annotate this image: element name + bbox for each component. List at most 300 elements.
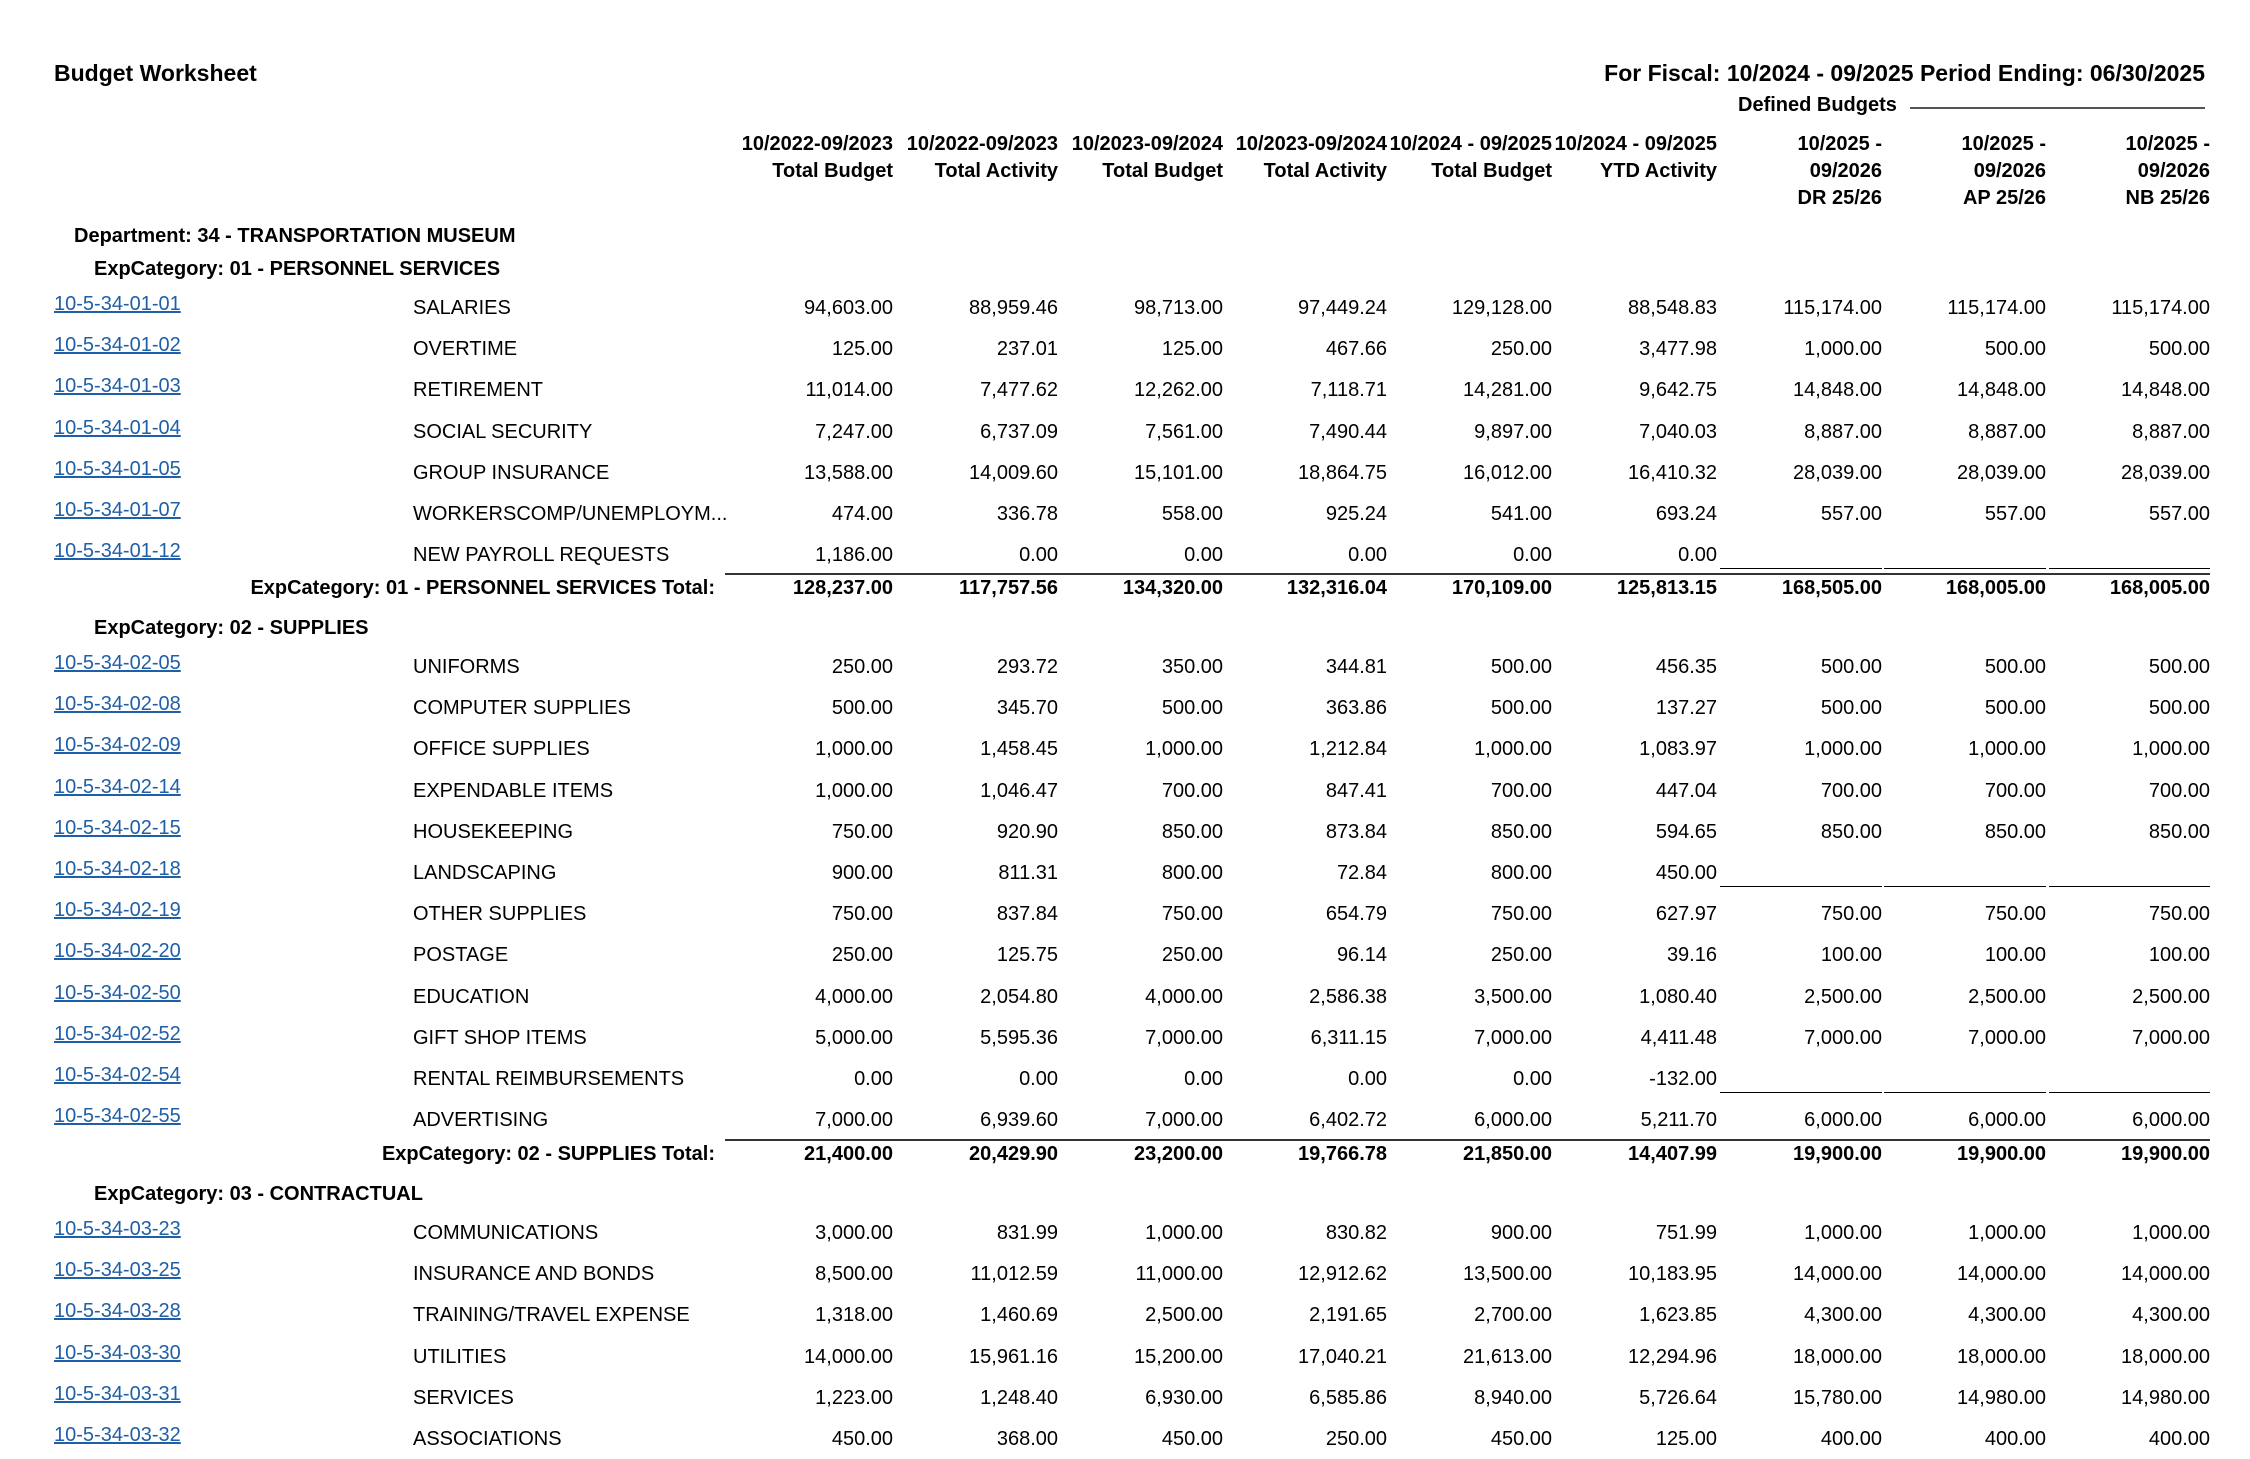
account-link[interactable]: 10-5-34-01-01 bbox=[54, 293, 181, 315]
amount-cell: 456.35 bbox=[1655, 656, 1717, 678]
line-item-description: ADVERTISING bbox=[413, 1109, 549, 1132]
amount-cell: 500.00 bbox=[1490, 697, 1552, 720]
amount-cell: 344.81 bbox=[1325, 656, 1387, 678]
amount-cell: 750.00 bbox=[831, 820, 893, 843]
table-row bbox=[0, 375, 2250, 405]
amount-cell: 500.00 bbox=[1820, 656, 1882, 678]
amount-cell: 1,000.00 bbox=[1804, 338, 1882, 361]
amount-cell: 14,848.00 bbox=[2121, 379, 2210, 402]
amount-cell: 6,000.00 bbox=[1474, 1109, 1552, 1132]
amount-cell: 8,940.00 bbox=[1474, 1386, 1552, 1409]
amount-cell: 14,980.00 bbox=[1957, 1386, 2046, 1409]
amount-cell: 250.00 bbox=[1161, 944, 1223, 967]
account-link[interactable]: 10-5-34-02-08 bbox=[54, 693, 181, 716]
amount-cell: 21,613.00 bbox=[1463, 1345, 1552, 1368]
amount-cell: 831.99 bbox=[996, 1222, 1058, 1244]
amount-cell: 474.00 bbox=[831, 503, 893, 525]
amount-cell: 115,174.00 bbox=[1947, 297, 2046, 319]
table-row bbox=[0, 457, 2250, 488]
amount-cell: 0.00 bbox=[1019, 544, 1058, 567]
amount-cell: 11,014.00 bbox=[805, 379, 893, 402]
amount-cell: 28,039.00 bbox=[2121, 461, 2210, 484]
amount-cell: 125.00 bbox=[1655, 1428, 1717, 1450]
category-heading: ExpCategory: 03 - CONTRACTUAL bbox=[94, 1183, 423, 1205]
column-header-line: 10/2024 - 09/2025 bbox=[1554, 133, 1717, 155]
amount-cell: 9,642.75 bbox=[1639, 379, 1717, 402]
amount-cell: 94,603.00 bbox=[804, 297, 893, 319]
amount-cell: 541.00 bbox=[1490, 503, 1552, 525]
column-header-line: Total Activity bbox=[934, 160, 1058, 182]
amount-cell: 0.00 bbox=[1184, 544, 1223, 567]
amount-cell: 2,700.00 bbox=[1474, 1304, 1552, 1327]
line-item-description: OVERTIME bbox=[413, 338, 518, 361]
table-row bbox=[0, 858, 2250, 888]
amount-cell: 1,000.00 bbox=[2132, 1222, 2210, 1244]
amount-cell: 98,713.00 bbox=[1134, 297, 1223, 319]
column-header-line: YTD Activity bbox=[1599, 160, 1717, 182]
line-item-description: RETIREMENT bbox=[413, 379, 543, 402]
amount-cell: 450.00 bbox=[831, 1428, 893, 1450]
amount-cell: 0.00 bbox=[854, 1068, 893, 1090]
amount-cell: 13,588.00 bbox=[804, 461, 893, 484]
total-rule bbox=[725, 573, 2210, 575]
blank-entry-line bbox=[1720, 568, 1882, 569]
amount-cell: 850.00 bbox=[1984, 820, 2046, 843]
column-header bbox=[1222, 131, 1387, 185]
amount-cell: 2,191.65 bbox=[1309, 1304, 1387, 1327]
column-header-line: AP 25/26 bbox=[1962, 187, 2046, 209]
amount-cell: 1,186.00 bbox=[815, 544, 893, 567]
amount-cell: 500.00 bbox=[1984, 697, 2046, 720]
amount-cell: 500.00 bbox=[831, 697, 893, 720]
amount-cell: 1,223.00 bbox=[815, 1386, 893, 1409]
account-link[interactable]: 10-5-34-02-05 bbox=[54, 652, 181, 674]
amount-cell: 1,000.00 bbox=[815, 779, 893, 802]
amount-cell: 500.00 bbox=[2148, 656, 2210, 678]
column-header-line: DR 25/26 bbox=[1797, 187, 1882, 209]
total-amount-cell: 117,757.56 bbox=[959, 577, 1058, 599]
column-header-line: 10/2023-09/2024 bbox=[1235, 133, 1387, 155]
line-item-description: EDUCATION bbox=[413, 985, 530, 1008]
amount-cell: 450.00 bbox=[1655, 862, 1717, 884]
column-header bbox=[1881, 131, 2046, 212]
amount-cell: 450.00 bbox=[1490, 1428, 1552, 1450]
total-amount-cell: 21,850.00 bbox=[1463, 1143, 1552, 1165]
account-link[interactable]: 10-5-34-02-50 bbox=[54, 981, 181, 1004]
amount-cell: 750.00 bbox=[2148, 903, 2210, 926]
column-header bbox=[892, 131, 1058, 185]
amount-cell: 4,300.00 bbox=[1968, 1304, 2046, 1327]
account-link[interactable]: 10-5-34-02-09 bbox=[54, 734, 181, 757]
amount-cell: 800.00 bbox=[1490, 862, 1552, 884]
total-amount-cell: 168,005.00 bbox=[2109, 577, 2210, 599]
amount-cell: -132.00 bbox=[1649, 1068, 1717, 1090]
amount-cell: 72.84 bbox=[1336, 862, 1387, 884]
account-link[interactable]: 10-5-34-02-55 bbox=[54, 1105, 181, 1128]
amount-cell: 1,000.00 bbox=[1968, 738, 2046, 761]
account-link[interactable]: 10-5-34-03-25 bbox=[54, 1259, 181, 1282]
fiscal-period-header: For Fiscal: 10/2024 - 09/2025 Period Ending: 06/30/2025 bbox=[1604, 60, 2205, 86]
amount-cell: 4,000.00 bbox=[815, 985, 893, 1008]
table-row bbox=[0, 540, 2250, 570]
amount-cell: 557.00 bbox=[2148, 503, 2210, 525]
total-amount-cell: 168,005.00 bbox=[1945, 577, 2046, 599]
department-heading: Department: 34 - TRANSPORTATION MUSEUM bbox=[74, 225, 516, 247]
amount-cell: 500.00 bbox=[1490, 656, 1552, 678]
amount-cell: 6,930.00 bbox=[1145, 1386, 1223, 1409]
amount-cell: 125.75 bbox=[996, 944, 1058, 967]
amount-cell: 0.00 bbox=[1184, 1068, 1223, 1090]
amount-cell: 336.78 bbox=[996, 503, 1058, 525]
report-title: Budget Worksheet bbox=[54, 60, 257, 86]
amount-cell: 750.00 bbox=[1161, 903, 1223, 926]
line-item-description: OTHER SUPPLIES bbox=[413, 903, 587, 926]
column-header-line: NB 25/26 bbox=[2125, 187, 2210, 209]
amount-cell: 1,248.40 bbox=[980, 1386, 1058, 1409]
amount-cell: 2,500.00 bbox=[1804, 985, 1882, 1008]
account-link[interactable]: 10-5-34-01-04 bbox=[54, 416, 181, 439]
amount-cell: 17,040.21 bbox=[1298, 1345, 1387, 1368]
amount-cell: 0.00 bbox=[1348, 1068, 1387, 1090]
line-item-description: WORKERSCOMP/UNEMPLOYM... bbox=[413, 503, 728, 525]
amount-cell: 700.00 bbox=[1820, 779, 1882, 802]
defined-budgets-rule bbox=[1910, 107, 2205, 109]
amount-cell: 14,848.00 bbox=[1793, 379, 1882, 402]
amount-cell: 5,000.00 bbox=[815, 1026, 893, 1049]
amount-cell: 500.00 bbox=[1984, 656, 2046, 678]
amount-cell: 900.00 bbox=[831, 862, 893, 884]
account-link[interactable]: 10-5-34-02-19 bbox=[54, 899, 181, 922]
line-item-description: LANDSCAPING bbox=[413, 862, 557, 884]
account-link[interactable]: 10-5-34-01-03 bbox=[54, 375, 181, 398]
amount-cell: 7,000.00 bbox=[815, 1109, 893, 1132]
amount-cell: 1,000.00 bbox=[1145, 738, 1223, 761]
amount-cell: 1,000.00 bbox=[1804, 738, 1882, 761]
amount-cell: 7,000.00 bbox=[1968, 1026, 2046, 1049]
amount-cell: 751.99 bbox=[1655, 1222, 1717, 1244]
amount-cell: 14,000.00 bbox=[804, 1345, 893, 1368]
amount-cell: 700.00 bbox=[1490, 779, 1552, 802]
column-header-line: Total Budget bbox=[772, 160, 893, 182]
blank-entry-line bbox=[1884, 568, 2046, 569]
account-link[interactable]: 10-5-34-03-28 bbox=[54, 1300, 181, 1323]
amount-cell: 10,183.95 bbox=[1628, 1263, 1717, 1286]
amount-cell: 15,780.00 bbox=[1793, 1386, 1882, 1409]
table-row bbox=[0, 1341, 2250, 1372]
account-link[interactable]: 10-5-34-01-12 bbox=[54, 540, 181, 563]
column-header bbox=[725, 131, 893, 185]
account-link[interactable]: 10-5-34-02-54 bbox=[54, 1064, 181, 1086]
amount-cell: 115,174.00 bbox=[2111, 297, 2210, 319]
amount-cell: 500.00 bbox=[1984, 338, 2046, 361]
amount-cell: 96.14 bbox=[1336, 944, 1387, 967]
amount-cell: 88,548.83 bbox=[1628, 297, 1717, 319]
amount-cell: 14,000.00 bbox=[2121, 1263, 2210, 1286]
amount-cell: 2,054.80 bbox=[980, 985, 1058, 1008]
column-header-line: 10/2024 - 09/2025 bbox=[1389, 133, 1552, 155]
column-header-line: 10/2025 - bbox=[2125, 133, 2210, 155]
amount-cell: 14,000.00 bbox=[1957, 1263, 2046, 1286]
amount-cell: 11,012.59 bbox=[970, 1263, 1058, 1286]
amount-cell: 12,912.62 bbox=[1298, 1263, 1387, 1286]
table-row bbox=[0, 693, 2250, 723]
account-link[interactable]: 10-5-34-01-02 bbox=[54, 334, 181, 357]
table-row bbox=[0, 734, 2250, 764]
table-row bbox=[0, 416, 2250, 447]
table-row bbox=[0, 293, 2250, 323]
amount-cell: 4,411.48 bbox=[1640, 1026, 1717, 1049]
amount-cell: 920.90 bbox=[996, 820, 1058, 843]
column-header-line: 10/2025 - bbox=[1961, 133, 2046, 155]
amount-cell: 4,300.00 bbox=[1804, 1304, 1882, 1327]
amount-cell: 557.00 bbox=[1984, 503, 2046, 525]
account-link[interactable]: 10-5-34-03-23 bbox=[54, 1218, 181, 1240]
amount-cell: 500.00 bbox=[1820, 697, 1882, 720]
amount-cell: 1,080.40 bbox=[1639, 985, 1717, 1008]
amount-cell: 2,586.38 bbox=[1309, 985, 1387, 1008]
table-row bbox=[0, 816, 2250, 847]
category-heading: ExpCategory: 01 - PERSONNEL SERVICES bbox=[94, 258, 501, 280]
amount-cell: 750.00 bbox=[1984, 903, 2046, 926]
account-link[interactable]: 10-5-34-01-07 bbox=[54, 499, 181, 521]
amount-cell: 7,247.00 bbox=[815, 420, 893, 443]
amount-cell: 250.00 bbox=[1490, 338, 1552, 361]
category-total-row bbox=[0, 577, 2250, 605]
amount-cell: 14,281.00 bbox=[1463, 379, 1552, 402]
amount-cell: 1,212.84 bbox=[1309, 738, 1387, 761]
amount-cell: 5,595.36 bbox=[980, 1026, 1058, 1049]
amount-cell: 368.00 bbox=[996, 1428, 1058, 1450]
table-row bbox=[0, 1105, 2250, 1135]
amount-cell: 700.00 bbox=[1161, 779, 1223, 802]
amount-cell: 125.00 bbox=[1161, 338, 1223, 361]
amount-cell: 447.04 bbox=[1655, 779, 1717, 802]
column-header-line: 10/2025 - bbox=[1797, 133, 1882, 155]
total-amount-cell: 128,237.00 bbox=[792, 577, 893, 599]
account-link[interactable]: 10-5-34-02-20 bbox=[54, 940, 181, 963]
column-header-line: 10/2023-09/2024 bbox=[1071, 133, 1223, 155]
column-header-line: 10/2022-09/2023 bbox=[906, 133, 1058, 155]
line-item-description: SERVICES bbox=[413, 1386, 514, 1409]
total-amount-cell: 132,316.04 bbox=[1286, 577, 1387, 599]
amount-cell: 1,083.97 bbox=[1639, 738, 1717, 761]
blank-entry-line bbox=[2049, 886, 2210, 887]
amount-cell: 0.00 bbox=[1019, 1068, 1058, 1090]
amount-cell: 1,458.45 bbox=[980, 738, 1058, 761]
column-header-line: 10/2022-09/2023 bbox=[741, 133, 893, 155]
line-item-description: RENTAL REIMBURSEMENTS bbox=[413, 1068, 685, 1090]
amount-cell: 18,000.00 bbox=[1957, 1345, 2046, 1368]
amount-cell: 345.70 bbox=[996, 697, 1058, 720]
amount-cell: 4,000.00 bbox=[1145, 985, 1223, 1008]
amount-cell: 750.00 bbox=[1490, 903, 1552, 926]
table-row bbox=[0, 499, 2250, 529]
amount-cell: 750.00 bbox=[831, 903, 893, 926]
blank-entry-line bbox=[1884, 1092, 2046, 1093]
amount-cell: 400.00 bbox=[1984, 1428, 2046, 1450]
column-header-line: Total Activity bbox=[1263, 160, 1387, 182]
account-link[interactable]: 10-5-34-01-05 bbox=[54, 457, 181, 480]
amount-cell: 293.72 bbox=[996, 656, 1058, 678]
total-amount-cell: 134,320.00 bbox=[1122, 577, 1223, 599]
amount-cell: 18,864.75 bbox=[1298, 461, 1387, 484]
amount-cell: 3,000.00 bbox=[815, 1222, 893, 1244]
amount-cell: 1,000.00 bbox=[2132, 738, 2210, 761]
line-item-description: ASSOCIATIONS bbox=[413, 1428, 562, 1450]
amount-cell: 7,000.00 bbox=[1474, 1026, 1552, 1049]
total-amount-cell: 14,407.99 bbox=[1628, 1143, 1717, 1165]
total-amount-cell: 23,200.00 bbox=[1134, 1143, 1223, 1165]
column-header-line: Total Budget bbox=[1431, 160, 1552, 182]
amount-cell: 558.00 bbox=[1161, 503, 1223, 525]
amount-cell: 0.00 bbox=[1348, 544, 1387, 567]
amount-cell: 467.66 bbox=[1325, 338, 1387, 361]
amount-cell: 6,585.86 bbox=[1309, 1386, 1387, 1409]
amount-cell: 6,000.00 bbox=[1804, 1109, 1882, 1132]
blank-entry-line bbox=[1720, 1092, 1882, 1093]
amount-cell: 450.00 bbox=[1161, 1428, 1223, 1450]
amount-cell: 14,848.00 bbox=[1957, 379, 2046, 402]
amount-cell: 500.00 bbox=[2148, 338, 2210, 361]
account-link[interactable]: 10-5-34-03-31 bbox=[54, 1382, 181, 1405]
amount-cell: 900.00 bbox=[1490, 1222, 1552, 1244]
table-row bbox=[0, 652, 2250, 682]
amount-cell: 8,500.00 bbox=[815, 1263, 893, 1286]
amount-cell: 557.00 bbox=[1820, 503, 1882, 525]
amount-cell: 115,174.00 bbox=[1783, 297, 1882, 319]
amount-cell: 0.00 bbox=[1678, 544, 1717, 567]
amount-cell: 250.00 bbox=[1325, 1428, 1387, 1450]
blank-entry-line bbox=[1884, 886, 2046, 887]
amount-cell: 500.00 bbox=[2148, 697, 2210, 720]
amount-cell: 0.00 bbox=[1513, 544, 1552, 567]
blank-entry-line bbox=[2049, 568, 2210, 569]
amount-cell: 1,000.00 bbox=[1804, 1222, 1882, 1244]
amount-cell: 125.00 bbox=[831, 338, 893, 361]
amount-cell: 627.97 bbox=[1655, 903, 1717, 926]
amount-cell: 4,300.00 bbox=[2132, 1304, 2210, 1327]
table-row bbox=[0, 1218, 2250, 1248]
line-item-description: SOCIAL SECURITY bbox=[413, 420, 593, 443]
column-header-line: 09/2026 bbox=[1973, 160, 2046, 182]
table-row bbox=[0, 1300, 2250, 1330]
amount-cell: 16,012.00 bbox=[1463, 461, 1552, 484]
account-link[interactable]: 10-5-34-02-15 bbox=[54, 816, 181, 839]
amount-cell: 400.00 bbox=[1820, 1428, 1882, 1450]
line-item-description: INSURANCE AND BONDS bbox=[413, 1263, 655, 1286]
amount-cell: 6,402.72 bbox=[1309, 1109, 1387, 1132]
amount-cell: 1,000.00 bbox=[815, 738, 893, 761]
amount-cell: 88,959.46 bbox=[969, 297, 1058, 319]
account-link[interactable]: 10-5-34-02-18 bbox=[54, 858, 181, 880]
total-amount-cell: 20,429.90 bbox=[969, 1143, 1058, 1165]
amount-cell: 800.00 bbox=[1161, 862, 1223, 884]
amount-cell: 6,000.00 bbox=[1968, 1109, 2046, 1132]
line-item-description: POSTAGE bbox=[413, 944, 509, 967]
amount-cell: 250.00 bbox=[831, 944, 893, 967]
account-link[interactable]: 10-5-34-02-52 bbox=[54, 1022, 181, 1045]
amount-cell: 129,128.00 bbox=[1451, 297, 1552, 319]
amount-cell: 8,887.00 bbox=[1968, 420, 2046, 443]
line-item-description: OFFICE SUPPLIES bbox=[413, 738, 590, 761]
amount-cell: 850.00 bbox=[1490, 820, 1552, 843]
category-total-row bbox=[0, 1143, 2250, 1171]
amount-cell: 850.00 bbox=[1161, 820, 1223, 843]
amount-cell: 850.00 bbox=[2148, 820, 2210, 843]
amount-cell: 3,477.98 bbox=[1639, 338, 1717, 361]
amount-cell: 8,887.00 bbox=[2132, 420, 2210, 443]
column-header bbox=[1057, 131, 1223, 185]
line-item-description: COMPUTER SUPPLIES bbox=[413, 697, 631, 720]
line-item-description: HOUSEKEEPING bbox=[413, 820, 574, 843]
line-item-description: COMMUNICATIONS bbox=[413, 1222, 599, 1244]
line-item-description: UTILITIES bbox=[413, 1345, 507, 1368]
amount-cell: 700.00 bbox=[1984, 779, 2046, 802]
amount-cell: 1,046.47 bbox=[980, 779, 1058, 802]
account-link[interactable]: 10-5-34-03-30 bbox=[54, 1341, 181, 1364]
amount-cell: 0.00 bbox=[1513, 1068, 1552, 1090]
amount-cell: 18,000.00 bbox=[1793, 1345, 1882, 1368]
amount-cell: 100.00 bbox=[2148, 944, 2210, 967]
amount-cell: 12,262.00 bbox=[1134, 379, 1223, 402]
amount-cell: 700.00 bbox=[2148, 779, 2210, 802]
amount-cell: 14,980.00 bbox=[2121, 1386, 2210, 1409]
table-row bbox=[0, 775, 2250, 806]
amount-cell: 2,500.00 bbox=[2132, 985, 2210, 1008]
account-link[interactable]: 10-5-34-02-14 bbox=[54, 775, 181, 798]
amount-cell: 1,000.00 bbox=[1145, 1222, 1223, 1244]
line-item-description: UNIFORMS bbox=[413, 656, 520, 678]
table-row bbox=[0, 1022, 2250, 1053]
table-row bbox=[0, 940, 2250, 970]
amount-cell: 594.65 bbox=[1655, 820, 1717, 843]
total-amount-cell: 168,505.00 bbox=[1781, 577, 1882, 599]
amount-cell: 850.00 bbox=[1820, 820, 1882, 843]
column-header bbox=[1386, 131, 1552, 185]
amount-cell: 7,561.00 bbox=[1145, 420, 1223, 443]
amount-cell: 28,039.00 bbox=[1957, 461, 2046, 484]
line-item-description: NEW PAYROLL REQUESTS bbox=[413, 544, 670, 567]
blank-entry-line bbox=[1720, 886, 1882, 887]
amount-cell: 1,318.00 bbox=[815, 1304, 893, 1327]
column-header bbox=[1551, 131, 1717, 185]
total-amount-cell: 19,900.00 bbox=[2121, 1143, 2210, 1165]
amount-cell: 13,500.00 bbox=[1463, 1263, 1552, 1286]
blank-entry-line bbox=[2049, 1092, 2210, 1093]
amount-cell: 15,200.00 bbox=[1134, 1345, 1223, 1368]
amount-cell: 14,000.00 bbox=[1793, 1263, 1882, 1286]
amount-cell: 837.84 bbox=[996, 903, 1058, 926]
table-row bbox=[0, 981, 2250, 1012]
amount-cell: 39.16 bbox=[1666, 944, 1717, 967]
amount-cell: 18,000.00 bbox=[2121, 1345, 2210, 1368]
total-rule bbox=[725, 1139, 2210, 1141]
amount-cell: 7,118.71 bbox=[1310, 379, 1387, 402]
amount-cell: 7,490.44 bbox=[1309, 420, 1387, 443]
amount-cell: 2,500.00 bbox=[1968, 985, 2046, 1008]
amount-cell: 925.24 bbox=[1325, 503, 1387, 525]
amount-cell: 500.00 bbox=[1161, 697, 1223, 720]
defined-budgets-label: Defined Budgets bbox=[1738, 94, 1897, 116]
amount-cell: 28,039.00 bbox=[1793, 461, 1882, 484]
amount-cell: 6,737.09 bbox=[980, 420, 1058, 443]
amount-cell: 3,500.00 bbox=[1474, 985, 1552, 1008]
amount-cell: 97,449.24 bbox=[1298, 297, 1387, 319]
amount-cell: 6,939.60 bbox=[980, 1109, 1058, 1132]
amount-cell: 350.00 bbox=[1161, 656, 1223, 678]
account-link[interactable]: 10-5-34-03-32 bbox=[54, 1424, 181, 1446]
amount-cell: 250.00 bbox=[831, 656, 893, 678]
